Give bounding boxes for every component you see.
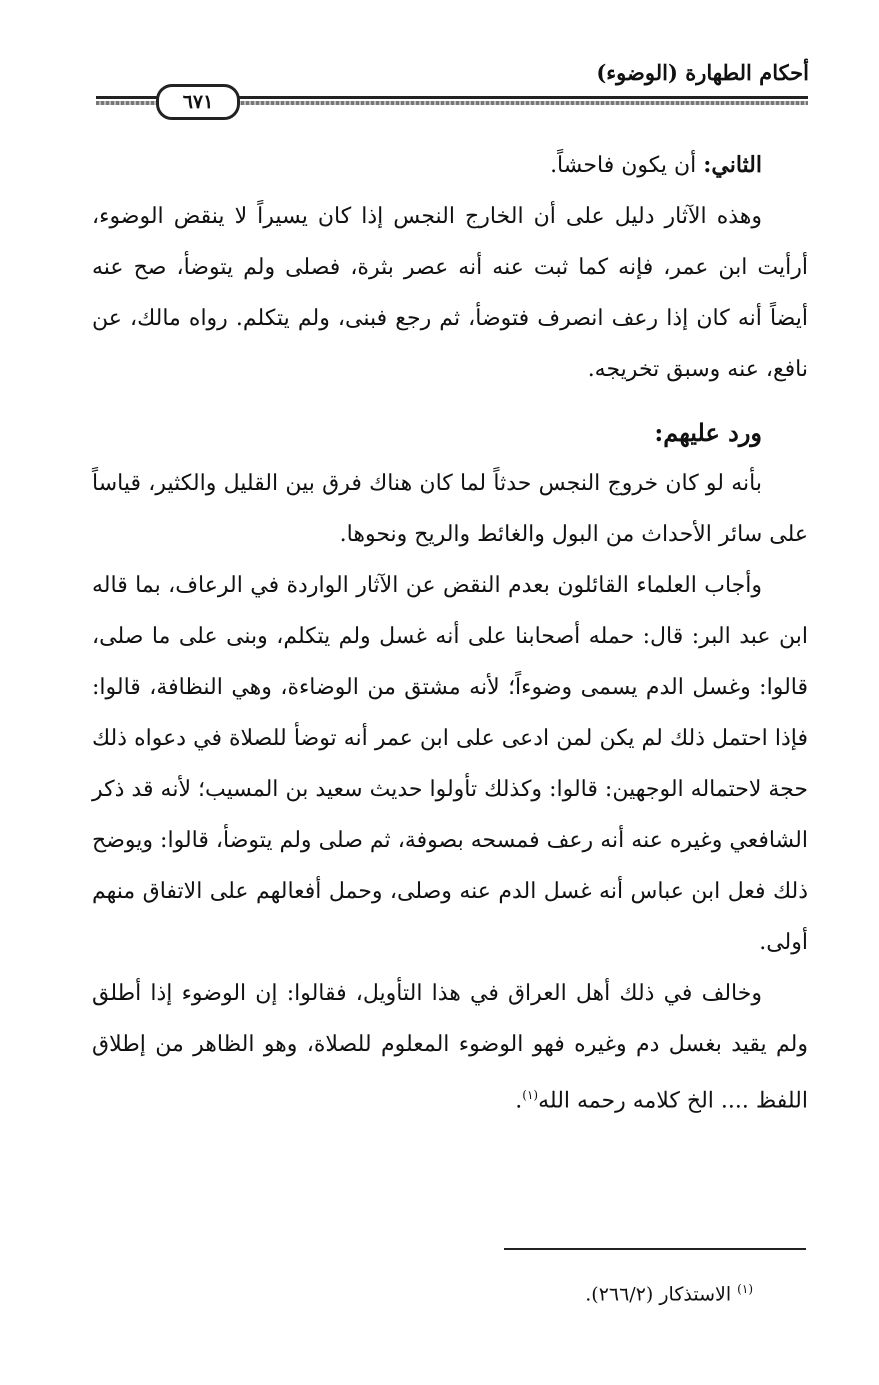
- paragraph-1: [92, 140, 808, 191]
- footnote-text: الاستذكار (٢٦٦/٢).: [585, 1283, 738, 1306]
- paragraph-1-lead: الثاني:: [703, 152, 762, 178]
- footnote-marker: (١): [737, 1282, 753, 1296]
- section-heading: ورد عليهم:: [654, 418, 762, 447]
- paragraph-3: بأنه لو كان خروج النجس حدثاً لما كان هناك فرق بين القليل والكثير، قياساً على سائر الأحداث من البول والغائط والريح ونحوها.: [92, 471, 808, 547]
- footnote-divider: [504, 1248, 806, 1250]
- paragraph-2: وهذه الآثار دليل على أن الخارج النجس إذا كان يسيراً لا ينقض الوضوء، أرأيت ابن عمر، فإنه كما ثبت عنه أنه عصر بثرة، فصلى ولم يتوضأ، صح عنه أيضاً أنه كان إذا رعف انصرف فتوضأ، ثم رجع فبنى، ولم يتكلم. رواه مالك، عن نافع، عنه وسبق تخريجه.: [92, 204, 808, 382]
- running-header-title: أحكام الطهارة (الوضوء): [596, 60, 809, 85]
- paragraph-1-text: أن يكون فاحشاً.: [550, 153, 704, 178]
- paragraph-5-end: .: [515, 1088, 523, 1114]
- main-text: [92, 140, 808, 1126]
- footnote: [585, 1282, 753, 1305]
- paragraph-4: وأجاب العلماء القائلون بعدم النقض عن الآثار الواردة في الرعاف، بما قاله ابن عبد البر: قال: حمله أصحابنا على أنه غسل ولم يتكلم، وبنى على ما صلى، قالوا: وغسل الدم يسمى وضوءاً؛ لأنه مشتق من الوضاءة، وهي النظافة، قالوا: فإذا احتمل ذلك لم يكن لمن ادعى على ابن عمر أنه توضأ للصلاة في دعواه ذلك حجة لاحتماله الوجهين: قالوا: وكذلك تأولوا حديث سعيد بن المسيب؛ لأنه قد ذكر الشافعي وغيره عنه أنه رعف فمسحه بصوفة، ثم صلى ولم يتوضأ، قالوا: ويوضح ذلك فعل ابن عباس أنه غسل الدم عنه وصلى، وحمل أفعالهم على الاتفاق منهم أولى.: [92, 573, 808, 955]
- paragraph-5: [92, 968, 808, 1126]
- paragraph-5-text: وخالف في ذلك أهل العراق في هذا التأويل، فقالوا: إن الوضوء إذا أطلق ولم يقيد بغسل دم وغيره فهو الوضوء المعلوم للصلاة، وهو الظاهر من إطلاق اللفظ .... الخ كلامه رحمه الله: [92, 981, 808, 1114]
- footnote-reference: (١): [522, 1088, 539, 1102]
- page-number-badge: ٦٧١: [156, 84, 240, 120]
